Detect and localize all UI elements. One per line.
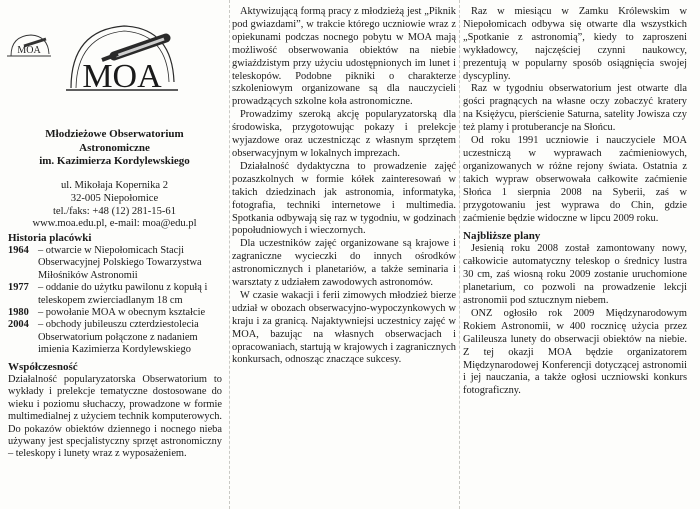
column-activities [232, 0, 456, 509]
address-block [4, 180, 225, 231]
fold-line [229, 0, 230, 509]
modern-heading: Współczesność [8, 361, 78, 373]
activities-paragraph: Aktywizującą formą pracy z młodzieżą jest „Piknik pod gwiazdami”, w trakcie którego uczniowie wraz z opiekunami podczas nocnego pobytu w MOA mają możliwość obserwowania obiektów na niebie gwiaździstym przy użyciu udostępnionych im lunet i teleskopów. Podobne pikniki o charakterze szkoleniowym organizowane są dla nauczycieli prowadzących szkolne koła astronomiczne. [232, 6, 456, 108]
fold-line [459, 0, 460, 509]
activities-paragraph: Dla uczestników zajęć organizowane są krajowe i zagraniczne wycieczki do innych ośrodków astronomicznych i planetariów, a także seminaria i warsztaty z udziałem zawodowych astronomów. [232, 238, 456, 289]
logo-small-text: MOA [17, 45, 41, 56]
org-line: Astronomiczne [79, 141, 150, 154]
moa-logo-main [64, 16, 180, 118]
history-section [8, 232, 222, 357]
history-year: 2004 [8, 319, 29, 331]
column-events-plans [463, 0, 687, 509]
events-paragraph: Od roku 1991 uczniowie i nauczyciele MOA uczestniczą w wyprawach zaćmieniowych, organizowanych w różne rejony świata. Ostatnia z takich wypraw obserwowała całkowite zaćmienie Słońca 1 sierpnia 2008 na Syberii, zaś w przygotowaniu jest wyprawa do Chin, gdzie zaćmienie będzie widoczne w lipcu 2009 roku. [463, 135, 687, 224]
history-text: – powołanie MOA w obecnym kształcie [38, 307, 206, 319]
plans-heading: Najbliższe plany [463, 230, 541, 243]
history-item [8, 282, 222, 307]
modern-paragraph: Działalność popularyzatorska Obserwatorium to wykłady i prelekcje tematyczne dostosowane do wieku i poziomu słuchaczy, prowadzone w formie multimedialnej z użyciem technik komputerowych. Do pokazów obiektów dziennego i nocnego nieba używany jest specjalistyczny sprzęt astronomiczny – teleskopy i lunety wraz z wyposażeniem. [8, 374, 222, 460]
organization-name [4, 128, 225, 169]
address-web[interactable]: www.moa.edu.pl, e-mail: moa@edu.pl [32, 218, 197, 230]
history-text: – otwarcie w Niepołomicach Stacji Obserwacyjnej Polskiego Towarzystwa Miłośników Astronomii [38, 245, 202, 281]
history-year: 1977 [8, 282, 29, 294]
moa-logo-small [6, 32, 52, 66]
history-item [8, 307, 222, 319]
org-line: im. Kazimierza Kordylewskiego [39, 155, 190, 167]
history-year: 1980 [8, 307, 29, 319]
activities-paragraph: Prowadzimy szeroką akcję popularyzatorską dla środowiska, przygotowując pokazy i prelekcje wyjazdowe oraz uczestnicząc z własnym sprzętem obserwacyjnym w lokalnych imprezach. [232, 109, 456, 159]
activities-paragraph: Działalność dydaktyczna to prowadzenie zajęć pozaszkolnych w formie kółek zainteresowań w takich dziedzinach jak astronomia, informatyka, fotografia, techniki internetowe i multimedia. Spotkania odbywają się raz w tygodniu, w godzinach popołudniowych i wieczornych. [232, 160, 456, 237]
activities-paragraph: W czasie wakacji i ferii zimowych młodzież bierze udział w obozach obserwacyjno-wypoczynkowych w kraju i za granicą. Najaktywniejsi uczestnicy zajęć w MOA, bazując na własnych obserwacjach i opracowaniach, startują w krajowych i zagranicznych konkursach, odnosząc znaczące sukcesy. [232, 289, 456, 366]
events-paragraph: Raz w tygodniu obserwatorium jest otwarte dla gości pragnących na własne oczy zobaczyć kratery na Księżycu, pierścienie Saturna, satelity Jowisza czy też plamy i protuberancje na Słońcu. [463, 83, 687, 134]
history-item [8, 319, 222, 356]
history-item [8, 245, 222, 282]
address-city: 32-005 Niepołomice [70, 192, 159, 204]
history-text: – obchody jubileuszu czterdziestolecia Obserwatorium połączone z nadaniem imienia Kazimierza Kordylewskiego [38, 319, 199, 356]
org-line: Młodzieżowe Obserwatorium [45, 128, 184, 140]
history-year: 1964 [8, 245, 29, 256]
plans-paragraph: ONZ ogłosiło rok 2009 Międzynarodowym Rokiem Astronomii, w 400 rocznicę użycia przez Galileusza lunety do obserwacji obiektów na niebie. Z tej okazji MOA będzie organizatorem Międzynarodowej Konferencji dotyczącej astronomii i jej nauczania, a także ogłosi uczniowski konkurs fotograficzny. [463, 307, 687, 397]
modern-section [8, 361, 222, 461]
history-heading: Historia placówki [8, 232, 92, 244]
plans-paragraph: Jesienią roku 2008 został zamontowany nowy, całkowicie automatyczny teleskop o średnicy lustra 30 cm, zaś wiosną roku 2009 zostanie uruchomione planetarium, co pozwoli na prowadzenie lekcji astronomii pod sztucznym niebem. [463, 243, 687, 307]
column-contact-history [4, 0, 225, 509]
address-phone: tel./faks: +48 (12) 281-15-61 [52, 205, 177, 217]
history-text: – oddanie do użytku pawilonu z kopułą i teleskopem zwierciadlanym 18 cm [38, 282, 208, 306]
logo-main-text: MOA [82, 58, 162, 95]
address-street: ul. Mikołaja Kopernika 2 [60, 180, 169, 191]
events-paragraph: Raz w miesiącu w Zamku Królewskim w Niepołomicach odbywa się otwarte dla wszystkich „Spotkanie z astronomią”, kiedy to zaproszeni wykładowcy, najczęściej czynni naukowcy, prezentują w popularny sposób osiągnięcia swojej dyscypliny. [463, 6, 687, 82]
